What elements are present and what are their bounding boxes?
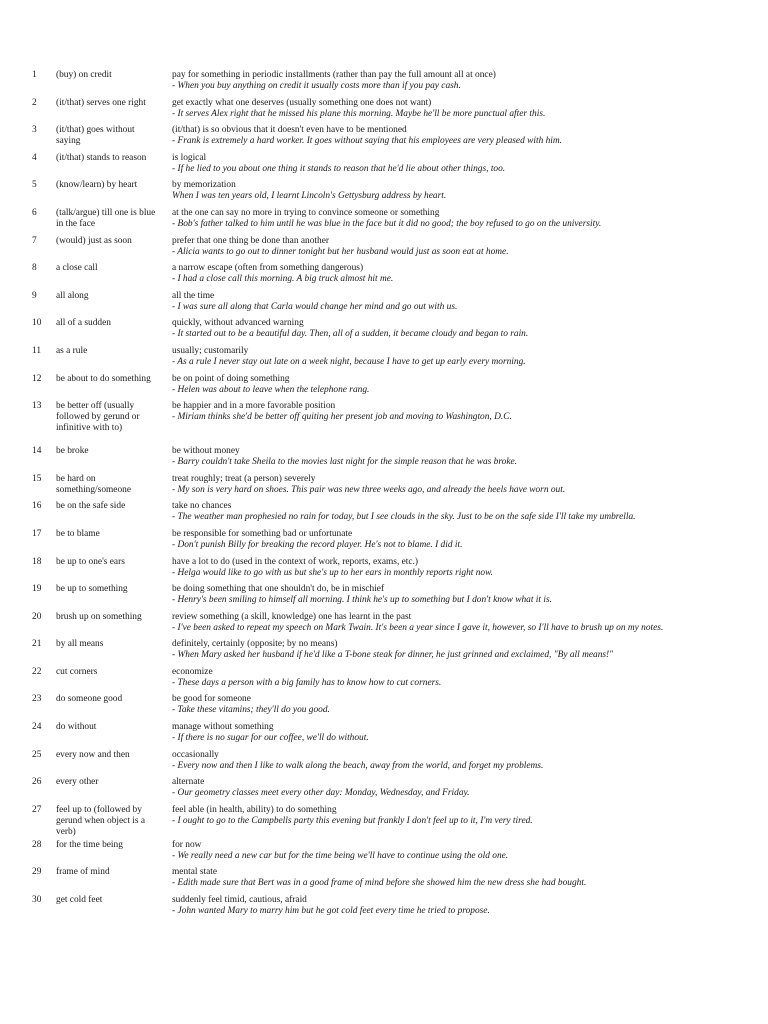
idiom-definition: economize [172,666,213,677]
entry-body [172,446,732,468]
idiom-entry [0,895,768,923]
entry-body [172,374,732,396]
idiom-entry [0,501,768,529]
entry-number: 27 [32,804,42,815]
idiom-term: (it/that) stands to reason [56,152,147,163]
idiom-example: - Frank is extremely a hard worker. It goes without saying that his employees are very pleased with him. [172,136,563,147]
entry-number: 22 [32,666,42,677]
idiom-term: every now and then [56,749,130,760]
idiom-definition: be doing something that one shouldn't do, be in mischief [172,584,385,595]
idiom-entry [0,125,768,153]
idiom-definition: (it/that) is so obvious that it doesn't even have to be mentioned [172,125,407,136]
entry-number: 3 [32,125,37,136]
idiom-term: (would) just as soon [56,235,132,246]
entry-number: 5 [32,180,37,191]
idiom-definition: review something (a skill, knowledge) one has learnt in the past [172,611,412,622]
entry-body [172,125,732,147]
entry-body [172,639,732,661]
entry-number: 28 [32,839,42,850]
idiom-term: be up to something [56,584,128,595]
idiom-definition: by memorization [172,180,236,191]
idiom-definition: pay for something in periodic installments (rather than pay the full amount all at once) [172,70,496,80]
idiom-entry [0,474,768,502]
entry-body [172,612,732,634]
idiom-definition: at the one can say no more in trying to convince someone or something [172,207,440,218]
entry-number: 23 [32,694,42,705]
idiom-definition: a narrow escape (often from something dangerous) [172,263,364,274]
entry-body [172,291,732,313]
idiom-term: for the time being [56,839,123,850]
idiom-example: - Every now and then I like to walk along the beach, away from the world, and forget my problems. [172,760,544,771]
entry-number: 7 [32,235,37,246]
idiom-definition: mental state [172,867,218,878]
idiom-definition: be responsible for something bad or unfortunate [172,528,353,539]
idiom-example: - Alicia wants to go out to dinner tonight but her husband would just as soon eat at home. [172,246,509,257]
entry-number: 13 [32,401,42,412]
idiom-term: (it/that) goes without saying [56,125,135,147]
idiom-entry [0,98,768,126]
entry-body [172,318,732,340]
entry-body [172,777,732,799]
idiom-term: do someone good [56,694,123,705]
entry-body [172,557,732,579]
entry-body [172,153,732,175]
idiom-entry [0,446,768,474]
entry-body [172,401,732,423]
entry-number: 9 [32,290,37,301]
idiom-entry [0,667,768,695]
idiom-term: be to blame [56,528,100,539]
entry-body [172,474,732,496]
entry-body [172,694,732,716]
idiom-entry [0,180,768,208]
idiom-term: by all means [56,639,104,650]
entry-number: 12 [32,373,42,384]
idiom-example: - When you buy anything on credit it usually costs more than if you pay cash. [172,81,461,91]
idiom-example: - Helen was about to leave when the telephone rang. [172,384,370,395]
idiom-entry [0,70,768,98]
entry-body [172,263,732,285]
idiom-entry [0,612,768,640]
entry-number: 16 [32,501,42,512]
idiom-entry [0,318,768,346]
idiom-entry [0,401,768,446]
entry-number: 8 [32,263,37,274]
entry-number: 19 [32,584,42,595]
entry-body [172,180,732,202]
idiom-entry [0,722,768,750]
idiom-term: do without [56,722,97,733]
entry-body [172,667,732,689]
idiom-term: be better off (usually followed by gerund or infinitive with to) [56,401,140,434]
idiom-example: - I had a close call this morning. A big truck almost hit me. [172,274,394,285]
idiom-example: - The weather man prophesied no rain for today, but I see clouds in the sky. Just to be on the safe side I'll take my umbrella. [172,512,636,523]
entry-body [172,750,732,772]
entry-number: 20 [32,611,42,622]
idiom-entry [0,867,768,895]
idiom-definition: be without money [172,446,240,457]
idiom-definition: definitely, certainly (opposite; by no means) [172,639,338,650]
idiom-example: - My son is very hard on shoes. This pair was new three weeks ago, and already the heels have worn out. [172,484,566,495]
idiom-term: all along [56,290,89,301]
idiom-definition: quickly, without advanced warning [172,318,304,329]
idiom-definition: occasionally [172,749,219,760]
entry-number: 21 [32,639,42,650]
idiom-definition: take no chances [172,501,232,512]
idiom-example: - It started out to be a beautiful day. Then, all of a sudden, it became cloudy and began to rain. [172,329,529,340]
entry-number: 15 [32,473,42,484]
idiom-entry [0,805,768,840]
idiom-example: - As a rule I never stay out late on a week night, because I have to get up early every morning. [172,356,526,367]
entry-body [172,70,732,92]
idiom-term: all of a sudden [56,318,111,329]
idiom-example: - We really need a new car but for the time being we'll have to continue using the old one. [172,850,509,861]
idiom-definition: is logical [172,152,207,163]
idiom-definition: get exactly what one deserves (usually something one does not want) [172,97,432,108]
idiom-example: - Helga would like to go with us but she's up to her ears in monthly reports right now. [172,567,494,578]
entry-body [172,840,732,862]
entry-number: 26 [32,777,42,788]
idiom-example: - If he lied to you about one thing it stands to reason that he'd lie about other things, too. [172,163,506,174]
idiom-example: - If there is no sugar for our coffee, we'll do without. [172,733,369,744]
idiom-entry [0,777,768,805]
idiom-entry [0,557,768,585]
idiom-entry [0,584,768,612]
idiom-term: brush up on something [56,611,142,622]
idiom-term: cut corners [56,666,98,677]
entry-number: 17 [32,528,42,539]
idiom-term: feel up to (followed by gerund when object is a verb) [56,804,146,837]
entry-body [172,208,732,230]
idiom-example: - I was sure all along that Carla would change her mind and go out with us. [172,301,458,312]
entry-body [172,501,732,523]
entry-number: 25 [32,749,42,760]
entry-number: 2 [32,97,37,108]
idiom-term: (buy) on credit [56,70,112,80]
idiom-entry [0,750,768,778]
idiom-term: a close call [56,263,98,274]
idiom-entry [0,840,768,868]
idiom-entry [0,639,768,667]
entry-body [172,346,732,368]
idiom-term: (talk/argue) till one is blue in the face [56,207,156,229]
entry-number: 11 [32,345,42,356]
idiom-example: - Don't punish Billy for breaking the record player. He's not to blame. I did it. [172,539,463,550]
entry-body [172,529,732,551]
idiom-term: every other [56,777,99,788]
idiom-example: - I ought to go to the Campbells party this evening but frankly I don't feel up to it, I'm very tired. [172,815,533,826]
idiom-entry [0,236,768,264]
idiom-entry [0,153,768,181]
idiom-definition: all the time [172,290,215,301]
idiom-example: - Edith made sure that Bert was in a good frame of mind before she showed him the new dress she had bought. [172,878,587,889]
idiom-definition: suddenly feel timid, cautious, afraid [172,895,307,906]
idiom-term: (know/learn) by heart [56,180,138,191]
idiom-example: - I've been asked to repeat my speech on Mark Twain. It's been a year since I gave it, however, so I'll have to brush up on my notes. [172,622,664,633]
idiom-definition: be good for someone [172,694,251,705]
idiom-term: as a rule [56,345,88,356]
idiom-definition: treat roughly; treat (a person) severely [172,473,316,484]
idiom-term: (it/that) serves one right [56,97,146,108]
entry-number: 29 [32,867,42,878]
entry-number: 1 [32,70,37,80]
idiom-definition: usually; customarily [172,345,249,356]
idiom-term: be on the safe side [56,501,126,512]
idiom-definition: be happier and in a more favorable position [172,401,336,412]
idiom-example: - Henry's been smiling to himself all morning. I think he's up to something but I don't know what it is. [172,595,552,606]
idiom-example: - It serves Alex right that he missed his plane this morning. Maybe he'll be more punctual after this. [172,108,546,119]
idiom-term: frame of mind [56,867,110,878]
entry-body [172,584,732,606]
idiom-definition: have a lot to do (used in the context of work, reports, exams, etc.) [172,556,419,567]
entry-number: 14 [32,446,42,457]
idiom-example: - When Mary asked her husband if he'd like a T-bone steak for dinner, he just grinned and exclaimed, "By all means!" [172,650,614,661]
entry-body [172,236,732,258]
idiom-definition: be on point of doing something [172,373,290,384]
idiom-entry [0,208,768,236]
entry-number: 10 [32,318,42,329]
entry-number: 24 [32,722,42,733]
idiom-term: be broke [56,446,89,457]
entry-number: 6 [32,207,37,218]
entry-body [172,895,732,917]
idiom-entry [0,529,768,557]
entry-body [172,722,732,744]
idiom-term: get cold feet [56,895,103,906]
idiom-example: - Barry couldn't take Sheila to the movies last night for the simple reason that he was broke. [172,457,518,468]
idiom-definition: for now [172,839,202,850]
idiom-entry [0,694,768,722]
entry-number: 4 [32,152,37,163]
entry-body [172,98,732,120]
idiom-term: be up to one's ears [56,556,125,567]
idiom-example: - Miriam thinks she'd be better off quiting her present job and moving to Washington, D.C. [172,412,512,423]
idiom-definition: alternate [172,777,205,788]
idiom-example: - John wanted Mary to marry him but he got cold feet every time he tried to propose. [172,906,490,917]
idiom-definition: manage without something [172,722,274,733]
idiom-entry [0,263,768,291]
idiom-list [0,70,768,923]
idiom-example: - Our geometry classes meet every other day: Monday, Wednesday, and Friday. [172,788,470,799]
idiom-term: be hard on something/someone [56,473,131,495]
idiom-entry [0,346,768,374]
entry-body [172,805,732,827]
idiom-term: be about to do something [56,373,151,384]
idiom-definition: prefer that one thing be done than another [172,235,329,246]
entry-number: 30 [32,895,42,906]
idiom-example: When I was ten years old, I learnt Lincoln's Gettysburg address by heart. [172,191,447,202]
entry-number: 18 [32,556,42,567]
idiom-entry [0,374,768,402]
entry-body [172,867,732,889]
idiom-example: - These days a person with a big family has to know how to cut corners. [172,677,442,688]
idiom-example: - Bob's father talked to him until he was blue in the face but it did no good; the boy refused to go on the university. [172,218,602,229]
idiom-entry [0,291,768,319]
idiom-definition: feel able (in health, ability) to do something [172,804,337,815]
idiom-example: - Take these vitamins; they'll do you good. [172,705,330,716]
